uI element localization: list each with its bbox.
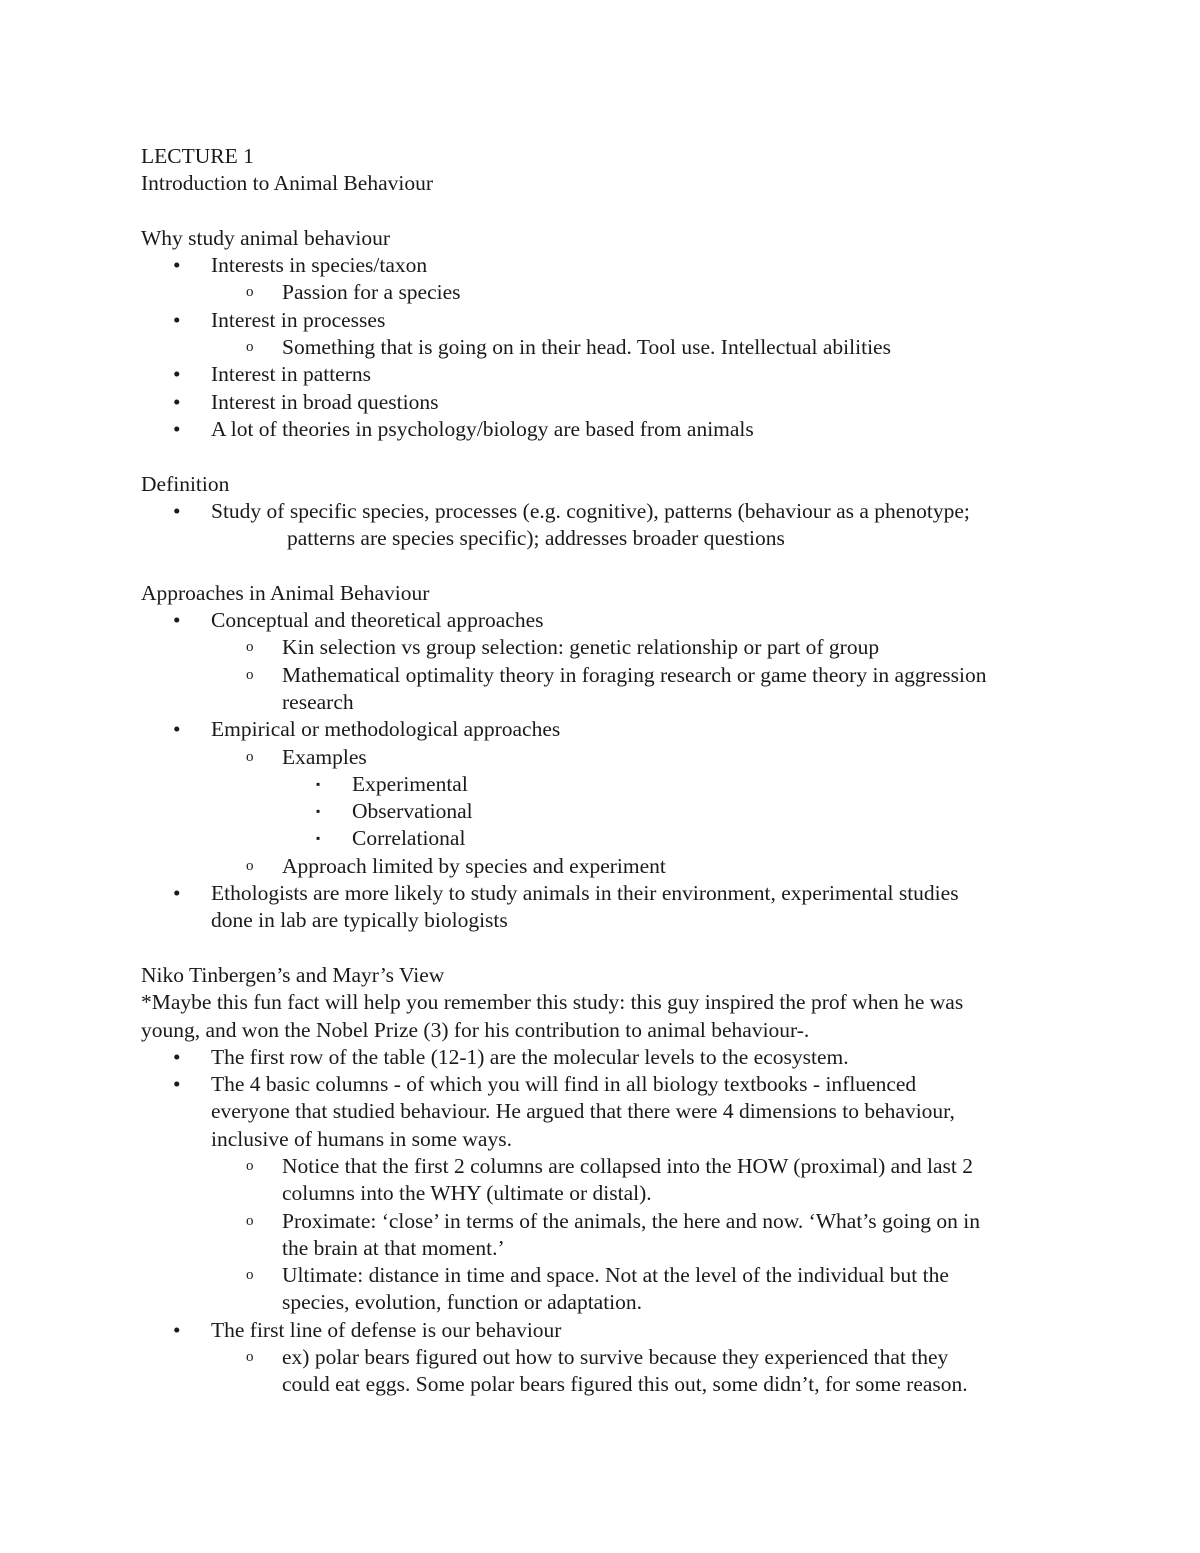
bullet-circle-icon: o xyxy=(246,284,254,301)
list-item-continuation xyxy=(141,907,1081,934)
line-text: Empirical or methodological approaches xyxy=(211,717,561,742)
line-text: Niko Tinbergen’s and Mayr’s View xyxy=(141,962,445,987)
line-text: the brain at that moment.’ xyxy=(282,1235,505,1260)
bullet-disc-icon: • xyxy=(173,362,181,387)
bullet-circle-icon: o xyxy=(246,1212,254,1229)
list-item xyxy=(141,771,1081,798)
line-text: Experimental xyxy=(352,771,468,796)
line-text: Kin selection vs group selection: genetic relationship or part of group xyxy=(282,635,880,660)
list-item xyxy=(141,634,1081,661)
bullet-circle-icon: o xyxy=(246,1157,254,1174)
line-text: Interest in processes xyxy=(211,307,386,332)
bullet-disc-icon: • xyxy=(173,416,181,441)
line-text: Interests in species/taxon xyxy=(211,253,428,278)
bullet-disc-icon: • xyxy=(173,608,181,633)
line-text: Observational xyxy=(352,799,473,824)
blank-line xyxy=(141,198,1081,225)
list-item xyxy=(141,880,1081,907)
line-text: Interest in patterns xyxy=(211,362,372,387)
line-text: Ethologists are more likely to study animals in their environment, experimental studies xyxy=(211,881,959,906)
bullet-circle-icon: o xyxy=(246,666,254,683)
list-item-continuation xyxy=(141,1098,1081,1125)
bullet-disc-icon: • xyxy=(173,717,181,742)
list-item xyxy=(141,361,1081,388)
list-item xyxy=(141,252,1081,279)
line-text: Proximate: ‘close’ in terms of the animals, the here and now. ‘What’s going on in xyxy=(282,1208,980,1233)
line-text: Passion for a species xyxy=(282,280,461,305)
bullet-circle-icon: o xyxy=(246,339,254,356)
list-item xyxy=(141,279,1081,306)
line-text: Definition xyxy=(141,471,230,496)
bullet-disc-icon: • xyxy=(173,881,181,906)
list-item xyxy=(141,1317,1081,1344)
text-line xyxy=(141,225,1081,252)
line-text: patterns are species specific); addresses broader questions xyxy=(287,526,785,551)
list-item xyxy=(141,307,1081,334)
line-text: research xyxy=(282,689,354,714)
line-text: done in lab are typically biologists xyxy=(211,908,508,933)
line-text: Something that is going on in their head. Tool use. Intellectual abilities xyxy=(282,335,891,360)
list-item xyxy=(141,416,1081,443)
line-text: The first row of the table (12-1) are the molecular levels to the ecosystem. xyxy=(211,1044,849,1069)
bullet-square-icon: ▪ xyxy=(316,776,321,791)
line-text: Conceptual and theoretical approaches xyxy=(211,608,544,633)
line-text: *Maybe this fun fact will help you remember this study: this guy inspired the prof when he was xyxy=(141,990,964,1015)
line-text: Introduction to Animal Behaviour xyxy=(141,171,433,196)
bullet-disc-icon: • xyxy=(173,389,181,414)
list-item xyxy=(141,744,1081,771)
list-item-continuation xyxy=(141,1180,1081,1207)
text-line xyxy=(141,962,1081,989)
list-item xyxy=(141,798,1081,825)
list-item xyxy=(141,1071,1081,1098)
list-item xyxy=(141,1044,1081,1071)
line-text: young, and won the Nobel Prize (3) for his contribution to animal behaviour-. xyxy=(141,1017,810,1042)
bullet-square-icon: ▪ xyxy=(316,804,321,819)
line-text: Why study animal behaviour xyxy=(141,225,390,250)
line-text: columns into the WHY (ultimate or distal). xyxy=(282,1181,652,1206)
line-text: Notice that the first 2 columns are collapsed into the HOW (proximal) and last 2 xyxy=(282,1153,974,1178)
list-item xyxy=(141,1262,1081,1289)
list-item xyxy=(141,716,1081,743)
bullet-circle-icon: o xyxy=(246,639,254,656)
list-item-continuation xyxy=(141,525,1081,552)
line-text: Approach limited by species and experiment xyxy=(282,853,666,878)
list-item-continuation xyxy=(141,689,1081,716)
line-text: Correlational xyxy=(352,826,466,851)
list-item xyxy=(141,498,1081,525)
blank-line xyxy=(141,552,1081,579)
line-text: inclusive of humans in some ways. xyxy=(211,1126,512,1151)
list-item xyxy=(141,334,1081,361)
line-text: Mathematical optimality theory in foraging research or game theory in aggression xyxy=(282,662,987,687)
text-line xyxy=(141,989,1081,1016)
text-line xyxy=(141,471,1081,498)
line-text: species, evolution, function or adaptation. xyxy=(282,1290,643,1315)
bullet-circle-icon: o xyxy=(246,1349,254,1366)
bullet-circle-icon: o xyxy=(246,748,254,765)
blank-line xyxy=(141,935,1081,962)
list-item-continuation xyxy=(141,1126,1081,1153)
line-text: Interest in broad questions xyxy=(211,389,439,414)
list-item xyxy=(141,853,1081,880)
list-item xyxy=(141,1208,1081,1235)
list-item-continuation xyxy=(141,1235,1081,1262)
blank-line xyxy=(141,443,1081,470)
line-text: Study of specific species, processes (e.g. cognitive), patterns (behaviour as a phenotype; xyxy=(211,498,970,523)
text-line xyxy=(141,1017,1081,1044)
list-item xyxy=(141,662,1081,689)
line-text: could eat eggs. Some polar bears figured this out, some didn’t, for some reason. xyxy=(282,1372,968,1397)
bullet-disc-icon: • xyxy=(173,1072,181,1097)
line-text: A lot of theories in psychology/biology are based from animals xyxy=(211,416,754,441)
line-text: The first line of defense is our behaviour xyxy=(211,1317,562,1342)
text-line xyxy=(141,580,1081,607)
list-item-continuation xyxy=(141,1289,1081,1316)
bullet-circle-icon: o xyxy=(246,857,254,874)
list-item xyxy=(141,825,1081,852)
list-item xyxy=(141,607,1081,634)
list-item-continuation xyxy=(141,1371,1081,1398)
line-text: everyone that studied behaviour. He argued that there were 4 dimensions to behaviour, xyxy=(211,1099,955,1124)
bullet-circle-icon: o xyxy=(246,1267,254,1284)
line-text: Ultimate: distance in time and space. Not at the level of the individual but the xyxy=(282,1263,949,1288)
list-item xyxy=(141,1153,1081,1180)
list-item xyxy=(141,1344,1081,1371)
text-line xyxy=(141,143,1081,170)
text-line xyxy=(141,170,1081,197)
bullet-square-icon: ▪ xyxy=(316,831,321,846)
line-text: The 4 basic columns - of which you will find in all biology textbooks - influenced xyxy=(211,1072,917,1097)
bullet-disc-icon: • xyxy=(173,1044,181,1069)
line-text: ex) polar bears figured out how to survive because they experienced that they xyxy=(282,1345,949,1370)
bullet-disc-icon: • xyxy=(173,1317,181,1342)
bullet-disc-icon: • xyxy=(173,498,181,523)
list-item xyxy=(141,389,1081,416)
lecture-notes xyxy=(141,143,1081,1399)
line-text: Approaches in Animal Behaviour xyxy=(141,580,430,605)
bullet-disc-icon: • xyxy=(173,253,181,278)
line-text: LECTURE 1 xyxy=(141,144,254,168)
bullet-disc-icon: • xyxy=(173,307,181,332)
line-text: Examples xyxy=(282,744,367,769)
